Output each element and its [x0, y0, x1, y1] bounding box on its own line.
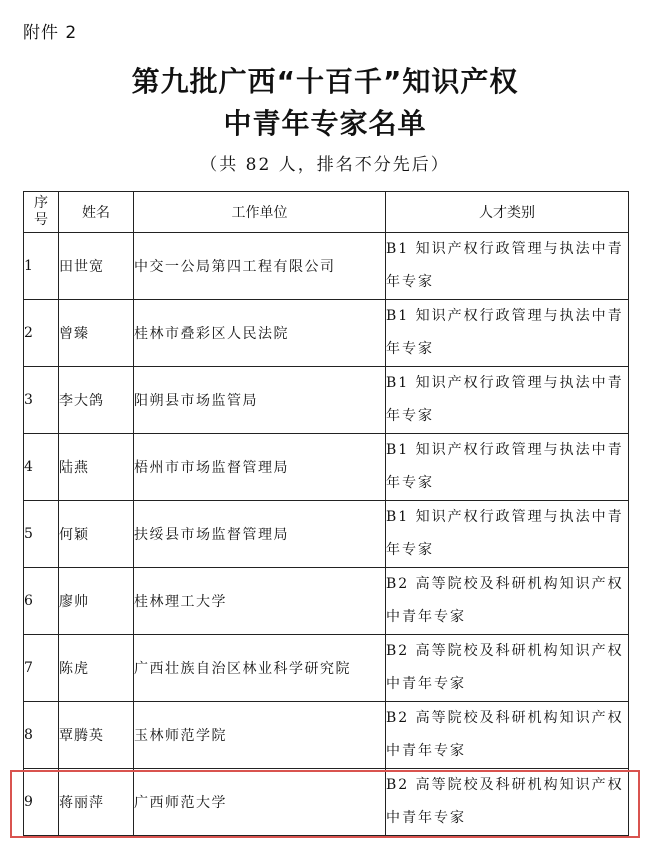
table-row	[24, 434, 629, 501]
document-title-line-2: 中青年专家名单	[223, 107, 427, 140]
row-name: 何颖	[59, 501, 134, 568]
row-unit: 中交一公局第四工程有限公司	[134, 233, 386, 300]
row-seq: 7	[24, 635, 59, 702]
row-category: B2 高等院校及科研机构知识产权中青年专家	[386, 769, 629, 836]
row-seq: 9	[24, 769, 59, 836]
row-unit: 广西师范大学	[134, 769, 386, 836]
row-seq: 3	[24, 367, 59, 434]
row-name: 蒋丽萍	[59, 769, 134, 836]
row-name: 田世宽	[59, 233, 134, 300]
row-category: B1 知识产权行政管理与执法中青年专家	[386, 300, 629, 367]
column-header-seq-line-2: 号	[34, 212, 48, 228]
row-unit: 阳朔县市场监管局	[134, 367, 386, 434]
table-header-row	[24, 192, 629, 233]
row-unit: 梧州市市场监督管理局	[134, 434, 386, 501]
row-unit: 桂林市叠彩区人民法院	[134, 300, 386, 367]
row-name: 曾臻	[59, 300, 134, 367]
table-row	[24, 501, 629, 568]
table-row	[24, 367, 629, 434]
row-unit: 广西壮族自治区林业科学研究院	[134, 635, 386, 702]
row-category: B1 知识产权行政管理与执法中青年专家	[386, 501, 629, 568]
row-category: B1 知识产权行政管理与执法中青年专家	[386, 367, 629, 434]
row-unit: 玉林师范学院	[134, 702, 386, 769]
row-unit: 扶绥县市场监督管理局	[134, 501, 386, 568]
column-header-name: 姓名	[59, 192, 134, 233]
row-seq: 6	[24, 568, 59, 635]
row-category: B2 高等院校及科研机构知识产权中青年专家	[386, 702, 629, 769]
table-row	[24, 300, 629, 367]
row-name: 陆燕	[59, 434, 134, 501]
table-row	[24, 702, 629, 769]
document-title-line-1: 第九批广西“十百千”知识产权	[131, 65, 519, 98]
row-seq: 2	[24, 300, 59, 367]
table-row	[24, 769, 629, 836]
row-category: B1 知识产权行政管理与执法中青年专家	[386, 434, 629, 501]
column-header-unit: 工作单位	[134, 192, 386, 233]
table-row	[24, 568, 629, 635]
table-row	[24, 635, 629, 702]
column-header-seq-line-1: 序	[34, 195, 48, 211]
column-header-seq	[24, 192, 59, 233]
row-name: 陈虎	[59, 635, 134, 702]
table-row	[24, 233, 629, 300]
row-unit: 桂林理工大学	[134, 568, 386, 635]
expert-roster-table	[23, 191, 629, 836]
row-seq: 1	[24, 233, 59, 300]
row-seq: 4	[24, 434, 59, 501]
row-name: 廖帅	[59, 568, 134, 635]
row-seq: 8	[24, 702, 59, 769]
row-seq: 5	[24, 501, 59, 568]
row-category: B2 高等院校及科研机构知识产权中青年专家	[386, 635, 629, 702]
row-name: 覃腾英	[59, 702, 134, 769]
document-subtitle: （共 82 人，排名不分先后）	[200, 155, 450, 175]
row-category: B1 知识产权行政管理与执法中青年专家	[386, 233, 629, 300]
row-name: 李大鸽	[59, 367, 134, 434]
row-category: B2 高等院校及科研机构知识产权中青年专家	[386, 568, 629, 635]
attachment-label: 附件 2	[23, 23, 78, 43]
column-header-category: 人才类别	[386, 192, 629, 233]
